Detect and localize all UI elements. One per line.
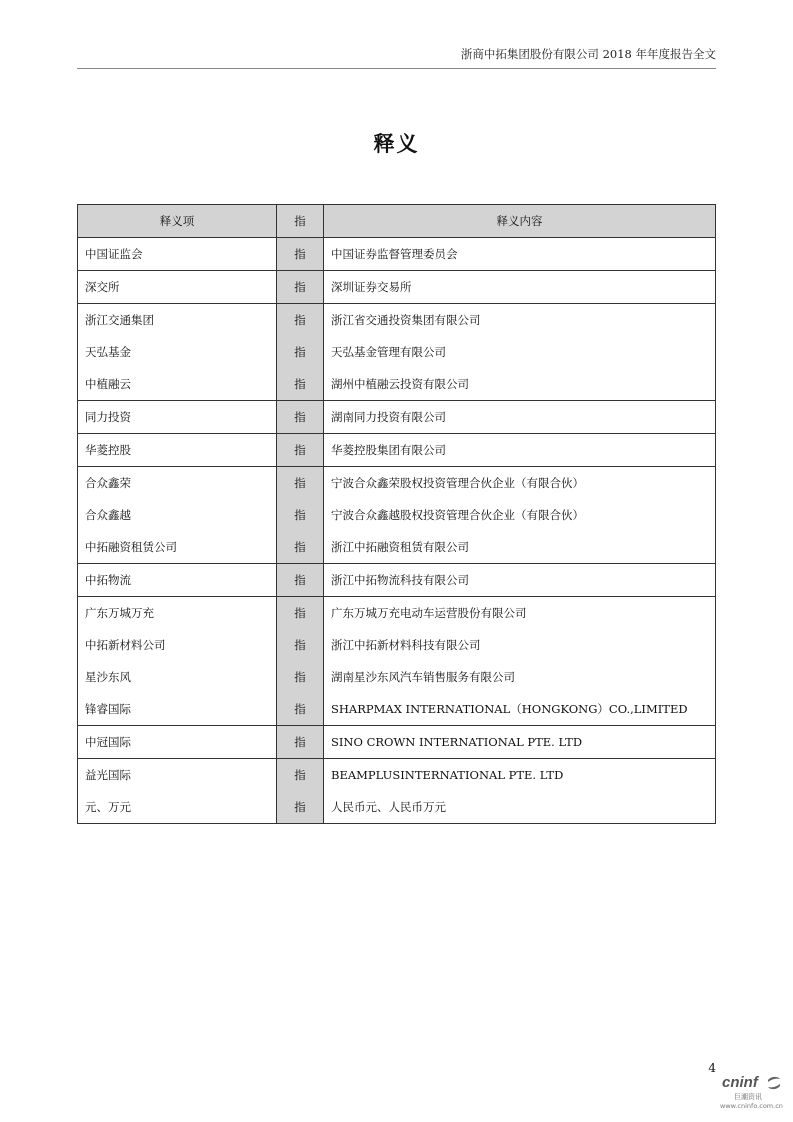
term-cell: 中拓物流 bbox=[78, 564, 277, 597]
term-cell: 华菱控股 bbox=[78, 434, 277, 467]
table-row bbox=[78, 531, 716, 564]
meaning-cell: 中国证券监督管理委员会 bbox=[324, 238, 716, 271]
meaning-cell: 宁波合众鑫越股权投资管理合伙企业（有限合伙） bbox=[324, 499, 716, 531]
meaning-cell: 天弘基金管理有限公司 bbox=[324, 336, 716, 368]
ref-cell: 指 bbox=[277, 434, 324, 467]
term-cell: 合众鑫越 bbox=[78, 499, 277, 531]
ref-cell: 指 bbox=[277, 304, 324, 337]
meaning-cell: 湖南同力投资有限公司 bbox=[324, 401, 716, 434]
term-cell: 天弘基金 bbox=[78, 336, 277, 368]
table-row bbox=[78, 629, 716, 661]
term-cell: 广东万城万充 bbox=[78, 597, 277, 630]
meaning-cell: 广东万城万充电动车运营股份有限公司 bbox=[324, 597, 716, 630]
table-row bbox=[78, 271, 716, 304]
page-header: 浙商中拓集团股份有限公司 2018 年年度报告全文 bbox=[460, 47, 716, 61]
table-row bbox=[78, 661, 716, 693]
ref-cell: 指 bbox=[277, 467, 324, 500]
term-cell: 中冠国际 bbox=[78, 726, 277, 759]
table-row bbox=[78, 759, 716, 792]
ref-cell: 指 bbox=[277, 336, 324, 368]
table-row bbox=[78, 304, 716, 337]
meaning-cell: 湖南星沙东风汽车销售服务有限公司 bbox=[324, 661, 716, 693]
page-title: 释义 bbox=[373, 131, 420, 156]
term-cell: 中拓新材料公司 bbox=[78, 629, 277, 661]
ref-cell: 指 bbox=[277, 661, 324, 693]
logo-chinese-name: 巨潮资讯 bbox=[734, 1093, 762, 1101]
ref-cell: 指 bbox=[277, 271, 324, 304]
meaning-cell: 人民币元、人民币万元 bbox=[324, 791, 716, 824]
ref-cell: 指 bbox=[277, 401, 324, 434]
ref-cell: 指 bbox=[277, 759, 324, 792]
cninfo-logo bbox=[720, 1074, 786, 1114]
logo-wordmark: cninf bbox=[722, 1074, 758, 1091]
header-divider bbox=[77, 68, 716, 69]
term-cell: 中植融云 bbox=[78, 368, 277, 401]
cninfo-swirl-icon bbox=[766, 1076, 782, 1090]
page-number: 4 bbox=[708, 1061, 716, 1075]
term-cell: 浙江交通集团 bbox=[78, 304, 277, 337]
table-row bbox=[78, 467, 716, 500]
meaning-cell: 华菱控股集团有限公司 bbox=[324, 434, 716, 467]
meaning-cell: 湖州中植融云投资有限公司 bbox=[324, 368, 716, 401]
header-ref: 指 bbox=[277, 205, 324, 238]
term-cell: 同力投资 bbox=[78, 401, 277, 434]
table-row bbox=[78, 564, 716, 597]
table-row bbox=[78, 401, 716, 434]
table-row bbox=[78, 693, 716, 726]
ref-cell: 指 bbox=[277, 629, 324, 661]
ref-cell: 指 bbox=[277, 368, 324, 401]
term-cell: 星沙东风 bbox=[78, 661, 277, 693]
term-cell: 深交所 bbox=[78, 271, 277, 304]
table-header-row bbox=[78, 205, 716, 238]
header-meaning: 释义内容 bbox=[324, 205, 716, 238]
ref-cell: 指 bbox=[277, 693, 324, 726]
table-row bbox=[78, 499, 716, 531]
table-row bbox=[78, 791, 716, 824]
table-row bbox=[78, 597, 716, 630]
term-cell: 合众鑫荣 bbox=[78, 467, 277, 500]
ref-cell: 指 bbox=[277, 726, 324, 759]
ref-cell: 指 bbox=[277, 531, 324, 564]
ref-cell: 指 bbox=[277, 564, 324, 597]
meaning-cell: BEAMPLUSINTERNATIONAL PTE. LTD bbox=[324, 759, 716, 792]
table-row bbox=[78, 434, 716, 467]
ref-cell: 指 bbox=[277, 791, 324, 824]
meaning-cell: SINO CROWN INTERNATIONAL PTE. LTD bbox=[324, 726, 716, 759]
meaning-cell: SHARPMAX INTERNATIONAL（HONGKONG）CO.,LIMITED bbox=[324, 693, 716, 726]
meaning-cell: 深圳证券交易所 bbox=[324, 271, 716, 304]
glossary-table bbox=[77, 204, 716, 824]
table-row bbox=[78, 238, 716, 271]
meaning-cell: 浙江中拓新材料科技有限公司 bbox=[324, 629, 716, 661]
ref-cell: 指 bbox=[277, 597, 324, 630]
meaning-cell: 宁波合众鑫荣股权投资管理合伙企业（有限合伙） bbox=[324, 467, 716, 500]
table-row bbox=[78, 368, 716, 401]
meaning-cell: 浙江中拓融资租赁有限公司 bbox=[324, 531, 716, 564]
term-cell: 元、万元 bbox=[78, 791, 277, 824]
term-cell: 中拓融资租赁公司 bbox=[78, 531, 277, 564]
table-row bbox=[78, 726, 716, 759]
logo-url: www.cninfo.com.cn bbox=[720, 1102, 783, 1110]
table-row bbox=[78, 336, 716, 368]
header-term: 释义项 bbox=[78, 205, 277, 238]
term-cell: 中国证监会 bbox=[78, 238, 277, 271]
term-cell: 益光国际 bbox=[78, 759, 277, 792]
meaning-cell: 浙江中拓物流科技有限公司 bbox=[324, 564, 716, 597]
meaning-cell: 浙江省交通投资集团有限公司 bbox=[324, 304, 716, 337]
term-cell: 锋睿国际 bbox=[78, 693, 277, 726]
ref-cell: 指 bbox=[277, 238, 324, 271]
ref-cell: 指 bbox=[277, 499, 324, 531]
